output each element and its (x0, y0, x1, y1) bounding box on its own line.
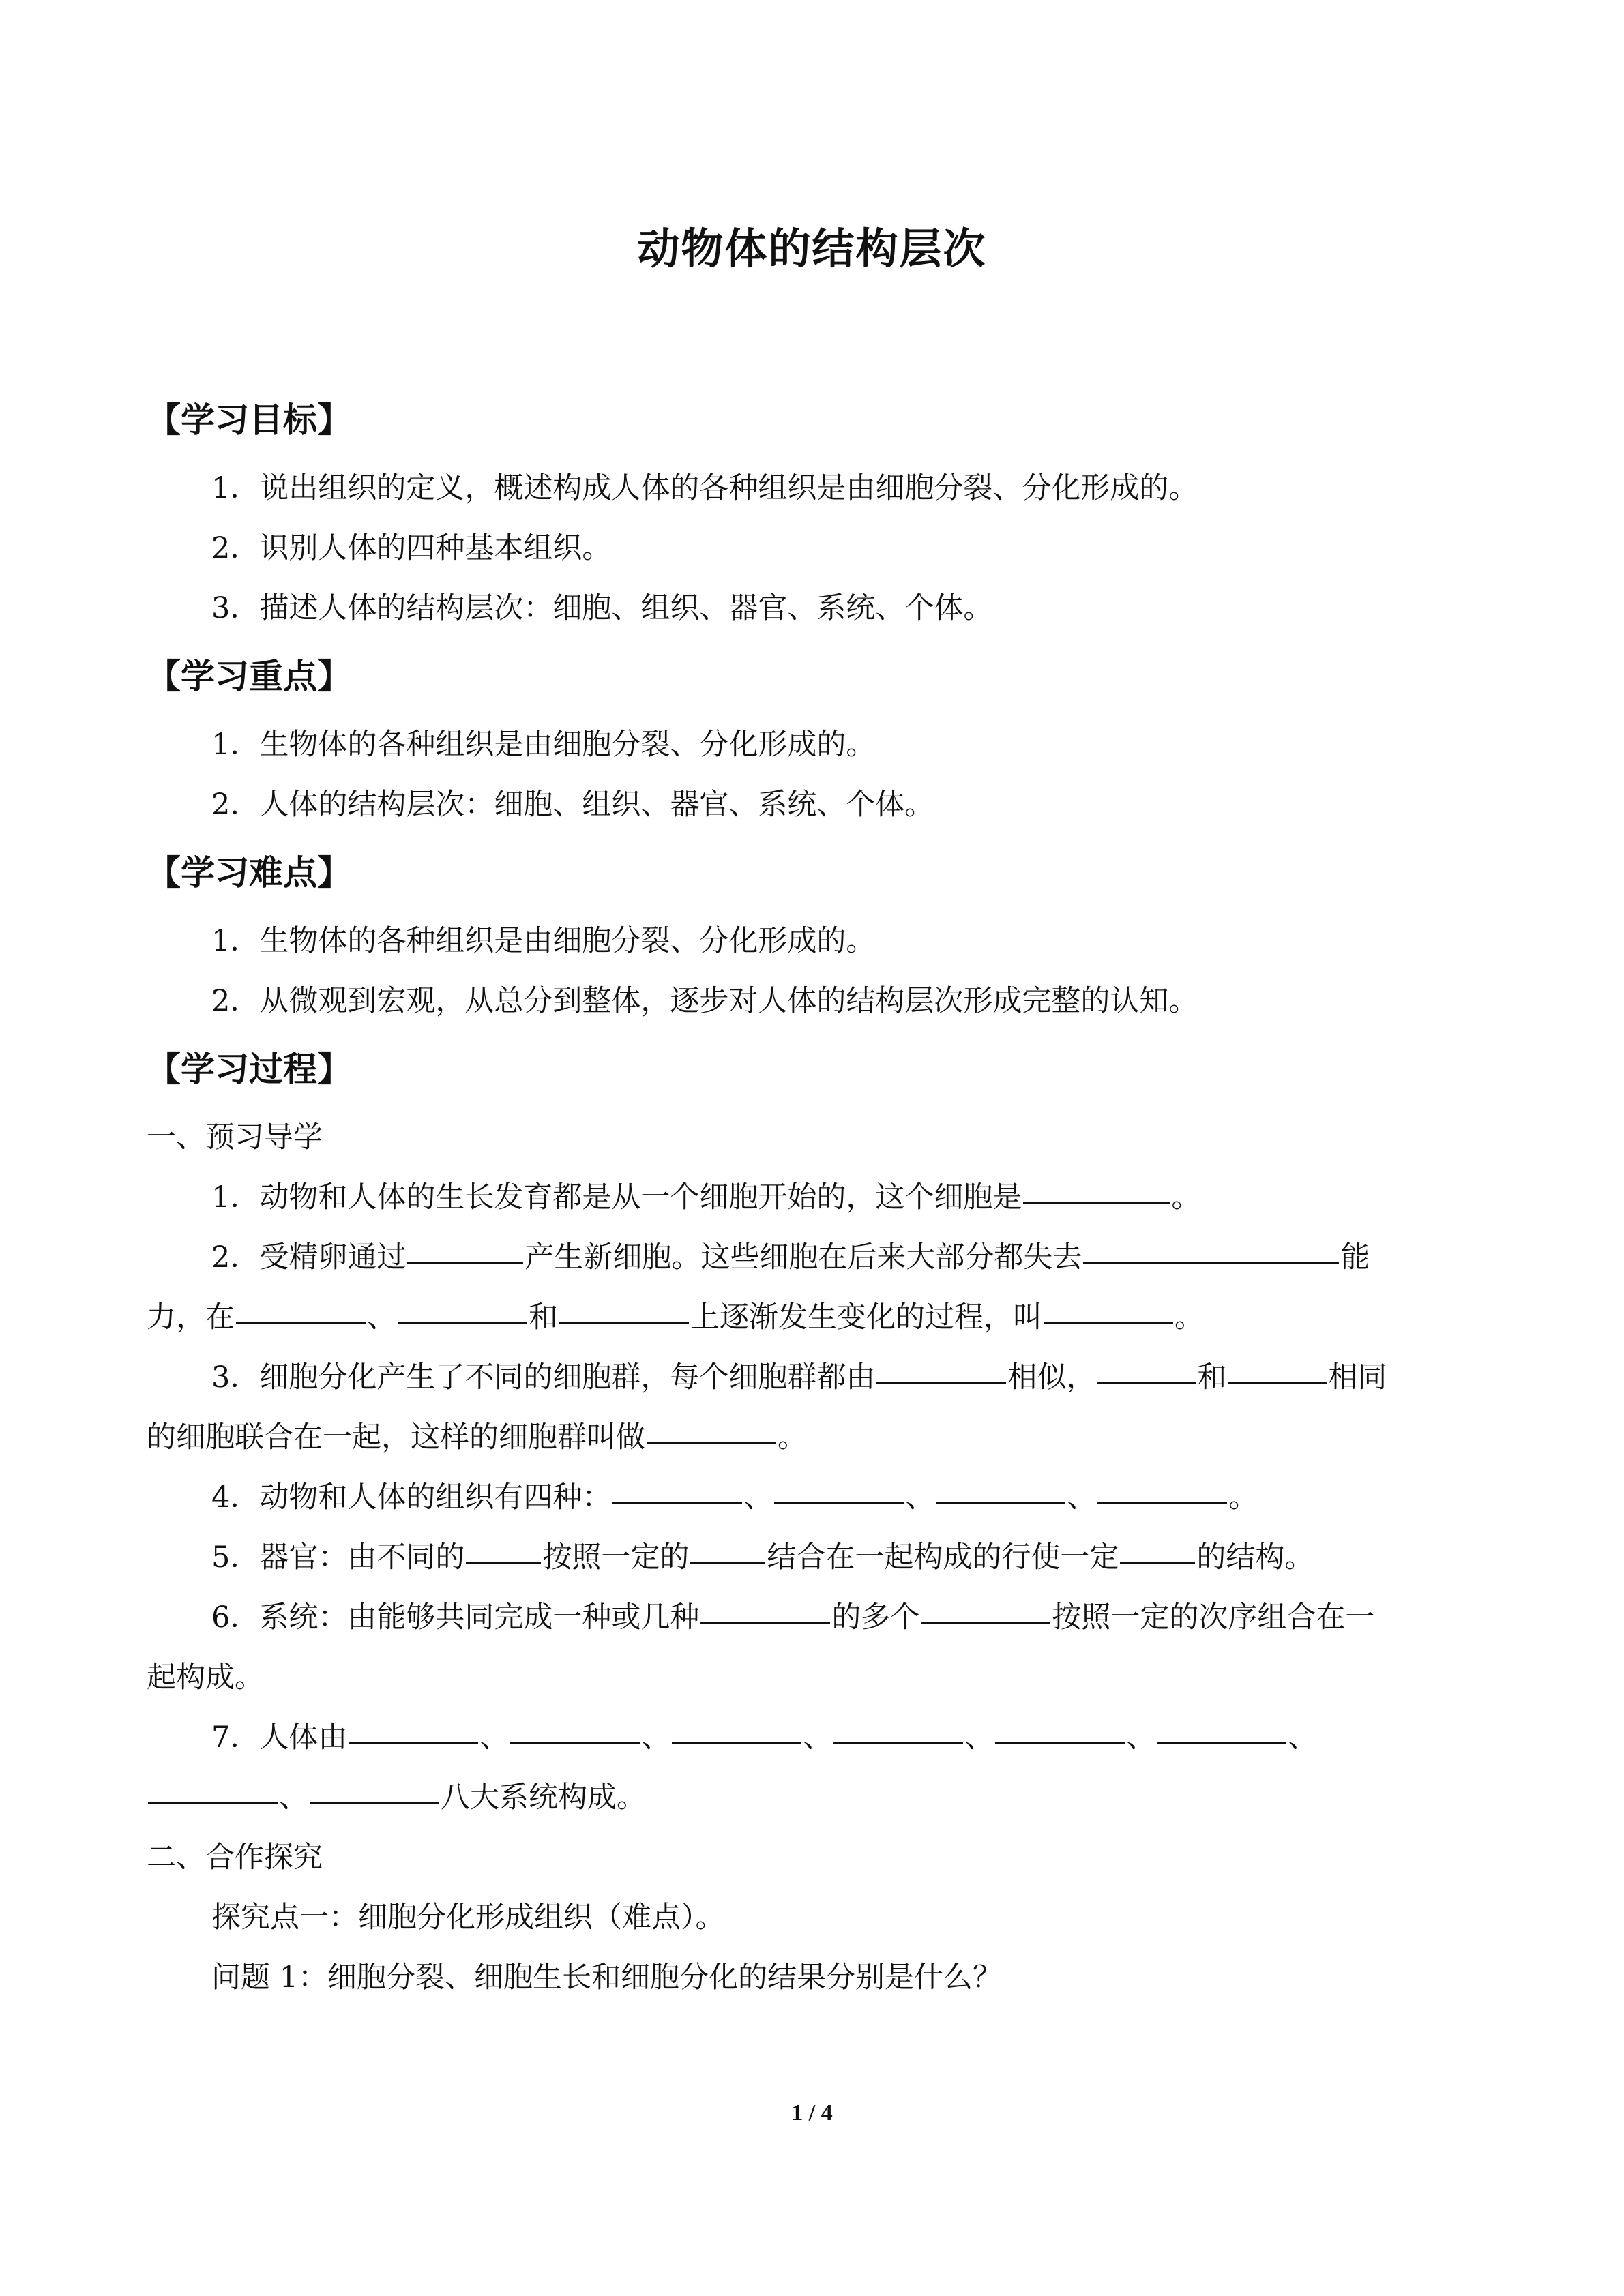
answer-blank[interactable] (690, 1532, 765, 1564)
goal-item: 1．说出组织的定义，概述构成人体的各种组织是由细胞分裂、分化形成的。 (211, 471, 1198, 505)
answer-blank[interactable] (466, 1532, 541, 1564)
question-5-text: 结合在一起构成的行使一定 (767, 1540, 1119, 1575)
answer-blank[interactable] (1228, 1352, 1327, 1384)
question-5 (147, 1527, 1477, 1587)
answer-blank[interactable] (995, 1712, 1125, 1744)
question-4 (147, 1467, 1477, 1527)
explore-point-1: 探究点一：细胞分化形成组织（难点）。 (211, 1900, 725, 1935)
key-point-item: 2．人体的结构层次：细胞、组织、器官、系统、个体。 (211, 788, 934, 822)
answer-blank[interactable] (647, 1412, 776, 1444)
question-3-line-2 (147, 1407, 1477, 1467)
answer-blank[interactable] (1083, 1232, 1339, 1264)
answer-blank[interactable] (310, 1772, 439, 1804)
difficulties-heading: 【学习难点】 (147, 853, 351, 893)
goal-item: 3．描述人体的结构层次：细胞、组织、器官、系统、个体。 (211, 591, 993, 625)
question-2-text: 产生新细胞。这些细胞在后来大部分都失去 (525, 1240, 1082, 1274)
answer-blank[interactable] (921, 1592, 1050, 1624)
key-points-heading: 【学习重点】 (147, 657, 351, 696)
question-2-line-2 (147, 1287, 1477, 1347)
question-2-text: 2．受精卵通过 (211, 1240, 407, 1274)
question-6-line-2: 起构成。 (147, 1660, 264, 1695)
punctuation: 。 (1175, 1300, 1204, 1335)
punctuation: 、 (367, 1300, 396, 1335)
question-2-line-1 (147, 1227, 1477, 1287)
discussion-question-1: 问题 1：细胞分裂、细胞生长和细胞分化的结果分别是什么？ (211, 1960, 1003, 1995)
question-3-text: 和 (1197, 1360, 1227, 1395)
key-point-item: 1．生物体的各种组织是由细胞分裂、分化形成的。 (211, 728, 876, 762)
process-heading: 【学习过程】 (147, 1049, 351, 1089)
goal-item: 2．识别人体的四种基本组织。 (211, 531, 612, 565)
answer-blank[interactable] (672, 1712, 801, 1744)
question-1 (147, 1167, 1477, 1227)
question-5-text: 5．器官：由不同的 (211, 1540, 465, 1575)
question-7-text: 八大系统构成。 (441, 1780, 646, 1815)
answer-blank[interactable] (1097, 1352, 1196, 1384)
punctuation: 、 (479, 1720, 510, 1755)
answer-blank[interactable] (774, 1472, 904, 1504)
punctuation: 、 (964, 1720, 994, 1755)
punctuation: 、 (1288, 1720, 1318, 1755)
question-2-text: 和 (529, 1300, 558, 1335)
question-6-line-1 (147, 1587, 1477, 1648)
question-6-text: 按照一定的次序组合在一 (1052, 1600, 1375, 1635)
punctuation: 、 (279, 1780, 308, 1815)
answer-blank[interactable] (398, 1292, 527, 1324)
question-3-text: 相同 (1328, 1360, 1387, 1395)
question-6-text: 6．系统：由能够共同完成一种或几种 (211, 1600, 700, 1635)
answer-blank[interactable] (407, 1232, 523, 1264)
question-3-text: 3．细胞分化产生了不同的细胞群，每个细胞群都由 (211, 1360, 876, 1395)
question-3-text: 的细胞联合在一起，这样的细胞群叫做 (147, 1420, 645, 1455)
answer-blank[interactable] (936, 1472, 1065, 1504)
question-3-line-1 (147, 1347, 1477, 1407)
question-2-text: 能 (1340, 1240, 1370, 1274)
question-1-text: 1．动物和人体的生长发育都是从一个细胞开始的，这个细胞是 (211, 1180, 1022, 1214)
punctuation: 、 (1126, 1720, 1156, 1755)
answer-blank[interactable] (349, 1712, 478, 1744)
question-5-text: 的结构。 (1196, 1540, 1314, 1575)
goals-heading: 【学习目标】 (147, 400, 351, 440)
question-3-text: 相似， (1007, 1360, 1096, 1395)
punctuation: 。 (778, 1420, 807, 1455)
punctuation: 、 (1067, 1480, 1097, 1515)
question-4-text: 4．动物和人体的组织有四种： (211, 1480, 612, 1515)
question-2-text: 力，在 (147, 1300, 235, 1335)
punctuation: 。 (1228, 1480, 1258, 1515)
punctuation: 、 (641, 1720, 671, 1755)
answer-blank[interactable] (1157, 1712, 1286, 1744)
punctuation: 、 (743, 1480, 773, 1515)
question-5-text: 按照一定的 (542, 1540, 690, 1575)
document-body (147, 382, 1477, 2008)
answer-blank[interactable] (1044, 1292, 1173, 1324)
part2-title: 二、合作探究 (147, 1840, 323, 1875)
punctuation: 、 (905, 1480, 935, 1515)
answer-blank[interactable] (833, 1712, 963, 1744)
answer-blank[interactable] (612, 1472, 742, 1504)
difficulty-item: 1．生物体的各种组织是由细胞分裂、分化形成的。 (211, 924, 876, 958)
difficulty-item: 2．从微观到宏观，从总分到整体，逐步对人体的结构层次形成完整的认知。 (211, 984, 1198, 1018)
punctuation: 、 (803, 1720, 833, 1755)
question-7-line-2 (147, 1768, 1477, 1828)
answer-blank[interactable] (236, 1292, 366, 1324)
answer-blank[interactable] (1120, 1532, 1195, 1564)
document-title: 动物体的结构层次 (637, 224, 987, 273)
question-2-text: 上逐渐发生变化的过程，叫 (690, 1300, 1042, 1335)
question-7-text: 7．人体由 (211, 1720, 348, 1755)
answer-blank[interactable] (876, 1352, 1006, 1384)
answer-blank[interactable] (700, 1592, 830, 1624)
part1-title: 一、预习导学 (147, 1120, 323, 1154)
answer-blank[interactable] (148, 1772, 278, 1804)
question-6-text: 的多个 (831, 1600, 920, 1635)
page-number: 1 / 4 (791, 2100, 833, 2126)
answer-blank[interactable] (559, 1292, 689, 1324)
answer-blank[interactable] (1023, 1172, 1170, 1204)
punctuation: 。 (1171, 1180, 1201, 1214)
answer-blank[interactable] (1097, 1472, 1227, 1504)
answer-blank[interactable] (510, 1712, 640, 1744)
question-7-line-1 (147, 1708, 1477, 1768)
